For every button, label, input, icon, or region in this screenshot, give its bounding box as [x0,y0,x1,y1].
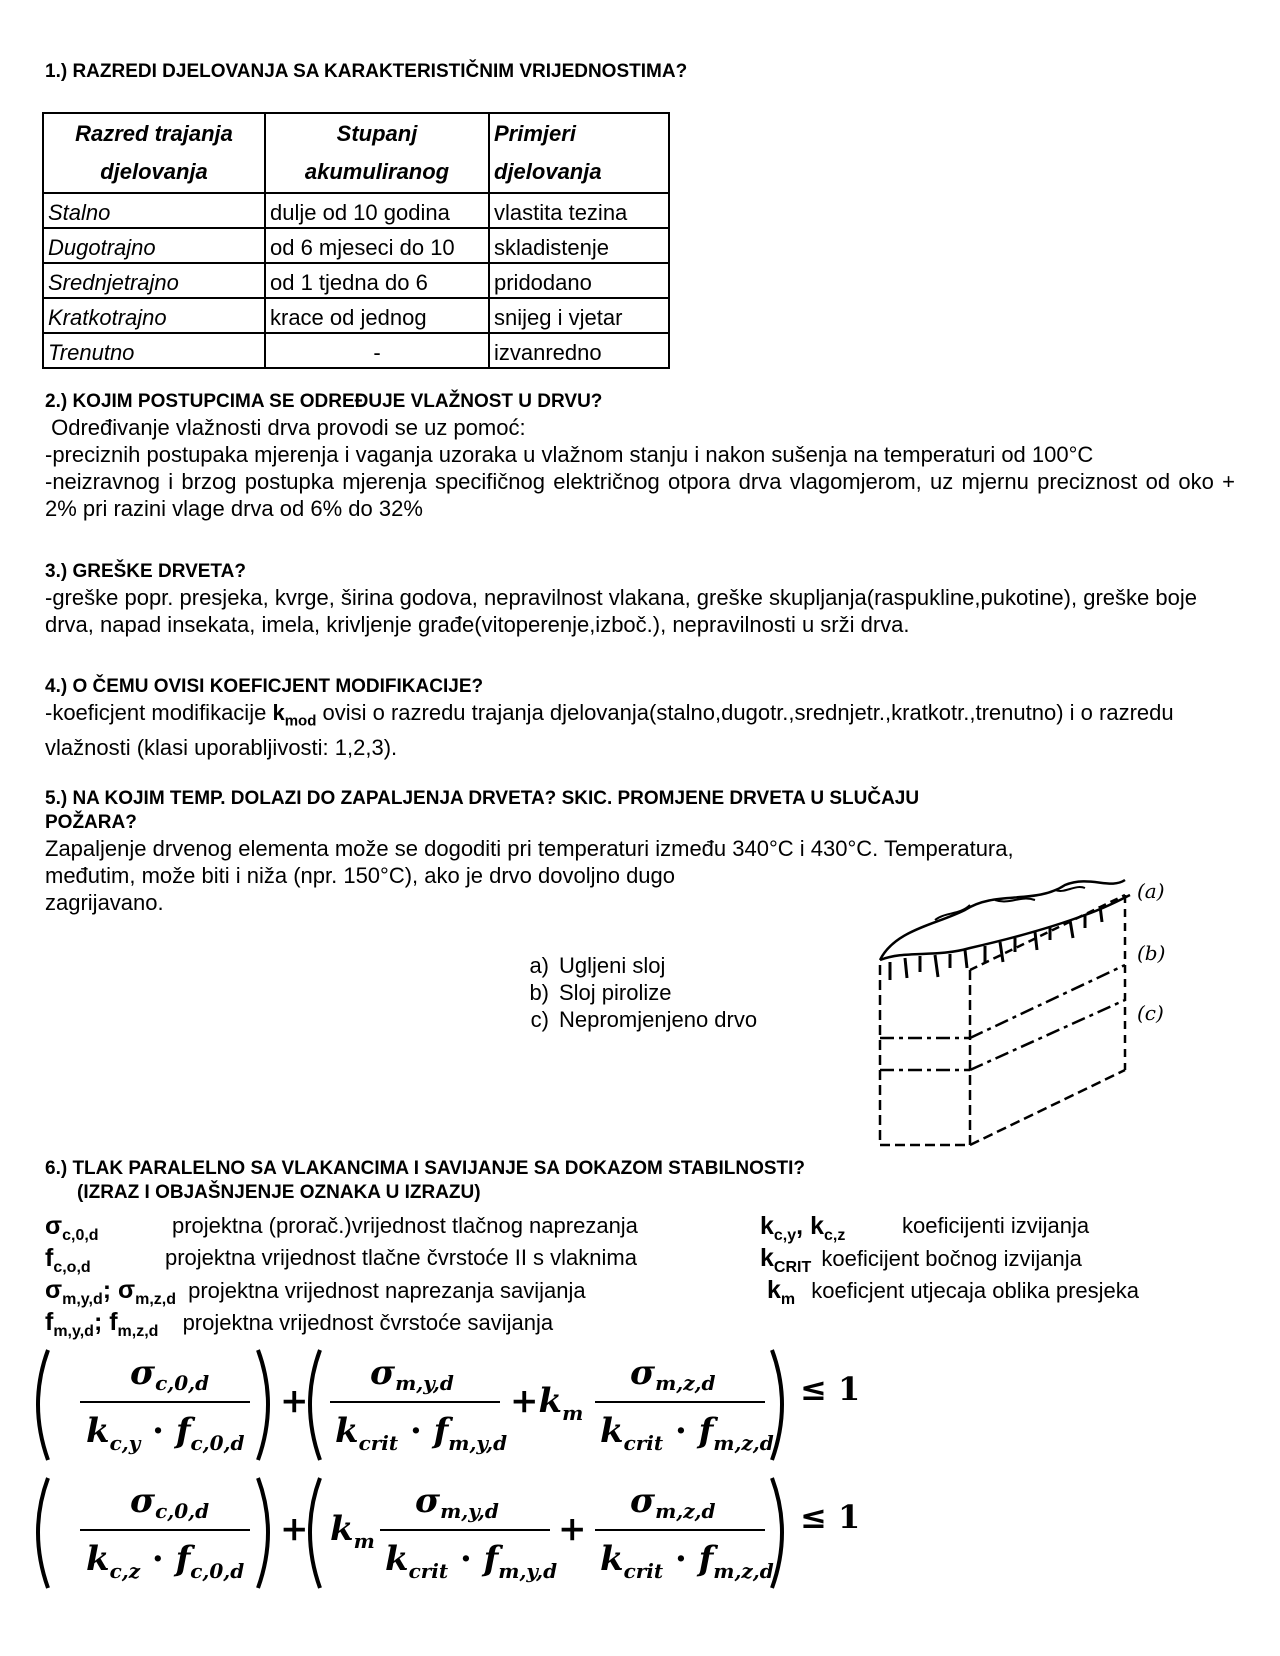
table-cell: Kratkotrajno [43,298,265,333]
table-cell: od 6 mjeseci do 10 [265,228,489,263]
q4-text: -koeficjent modifikacije $k_{mod}$ ovisi o razredu trajanja djelovanja(stalno,dugotr.,srednjetr.,kratkotr.,trenutno) i o razredu vlažnosti (klasi uporabljivosti: 1,2,3). [45,700,1180,761]
table-header-cell: Razred trajanja djelovanja [43,113,265,193]
q5-line: Zapaljenje drvenog elementa može se dogoditi pri temperaturi između 340°C i 430°C. Temperatura, [45,836,1014,861]
svg-text:kc,z · fc,0,d: $k_{c,z} \cdot f_{c,0,d}$ [86,1539,245,1583]
table-cell: snijeg i vjetar [489,298,669,333]
table-row [43,193,669,228]
def-row: $k_m$ koeficjent utjecaja oblika presjeka [767,1276,1140,1308]
q3-section [45,560,1235,638]
table-cell: izvanredno [489,333,669,368]
q3-text: -greške popr. presjeka, kvrge, širina godova, nepravilnost vlakana, greške skupljanja(raspukline,pukotine), greške boje drva, napad insekata, imela, krivljenje građe(vitoperenje,izboč.), nepravilnosti u srži drva. [45,585,1197,637]
stability-formula-1 [30,1342,930,1467]
q2-line: -neizravnog i brzog postupka mjerenja specifičnog električnog otpora drva vlagomjerom, uz mjernu preciznost od oko + 2% pri razini vlage drva od 6% do 32% [45,469,1235,521]
table-cell: dulje od 10 godina [265,193,489,228]
fig-label-b: (b) [1137,941,1166,965]
q2-heading: 2.) KOJIM POSTUPCIMA SE ODREĐUJE VLAŽNOST U DRVU? [45,391,603,412]
q6-heading-cont: (IZRAZ I OBJAŠNJENJE OZNAKA U IZRAZU) [77,1182,481,1203]
q3-heading: 3.) GREŠKE DRVETA? [45,561,246,582]
svg-text:σc,0,d: σc,0,d [130,1353,210,1395]
q2-line: -preciznih postupaka mjerenja i vaganja uzoraka u vlažnom stanju i nakon sušenja na temperaturi od 100°C [45,442,1094,467]
q1-heading: 1.) RAZREDI DJELOVANJA SA KARAKTERISTIČNIM VRIJEDNOSTIMA? [45,61,688,82]
def-row: $f_{c,o,d}$ projektna vrijednost tlačne čvrstoće II s vlaknima [45,1244,637,1276]
svg-text:≤ 1: ≤ 1 [800,1370,861,1408]
table-header-row [43,113,669,193]
charred-timber-sketch [875,870,1195,1150]
table-cell: vlastita tezina [489,193,669,228]
svg-text:kcrit · fm,y,d: $k_{crit} \cdot f_{m,y,d}$ [335,1411,508,1455]
table-header-cell: Primjeri djelovanja [489,113,669,193]
q2-section [45,390,1235,522]
q6-heading: 6.) TLAK PARALELNO SA VLAKANCIMA I SAVIJANJE SA DOKAZOM STABILNOSTI? [45,1158,806,1179]
table-cell: - [265,333,489,368]
svg-text:+: + [558,1509,587,1549]
q5-heading-cont: POŽARA? [45,812,137,833]
svg-text:≤ 1: ≤ 1 [800,1498,861,1536]
q6-section [45,1157,1235,1205]
q5-heading: 5.) NA KOJIM TEMP. DOLAZI DO ZAPALJENJA DRVETA? SKIC. PROMJENE DRVETA U SLUČAJU [45,788,920,809]
list-item: b) Sloj pirolize [529,980,672,1005]
fig-label-a: (a) [1137,879,1165,903]
svg-text:kc,y · fc,0,d: $k_{c,y} \cdot f_{c,0,d}$ [86,1411,245,1455]
svg-text:σm,z,d: σm,z,d [630,1481,716,1523]
table-cell: Stalno [43,193,265,228]
svg-text:km: $k_m$ [330,1509,375,1553]
def-row: $\sigma_{c,0,d}$ projektna (prorač.)vrijednost tlačnog naprezanja [45,1212,638,1244]
list-item: a) Ugljeni sloj [529,953,666,978]
table-cell: od 1 tjedna do 6 [265,263,489,298]
table-row [43,228,669,263]
kmod-symbol: $k_{mod}$ [272,700,317,730]
svg-text:σm,z,d: σm,z,d [630,1353,716,1395]
list-item: c) Nepromjenjeno drvo [530,1007,758,1032]
table-row [43,263,669,298]
table-header-cell: Stupanj akumuliranog [265,113,489,193]
q5-line: zagrijavano. [45,890,164,915]
table-cell: Srednjetrajno [43,263,265,298]
q2-line: Određivanje vlažnosti drva provodi se uz pomoć: [45,415,526,440]
table-cell: Trenutno [43,333,265,368]
stability-formula-2 [30,1470,930,1595]
def-row: $k_{c,y}$, $k_{c,z}$ koeficijenti izvijanja [760,1212,1090,1244]
table-row [43,333,669,368]
svg-text:kcrit · fm,z,d: $k_{crit} \cdot f_{m,z,d}$ [600,1411,774,1455]
def-row: $k_{CRIT}$ koeficijent bočnog izvijanja [760,1244,1082,1276]
table-row [43,298,669,333]
def-row: $\sigma_{m,y,d}$; $\sigma_{m,z,d}$ projektna vrijednost naprezanja savijanja [45,1276,586,1308]
table-cell: krace od jednog [265,298,489,333]
def-row: $f_{m,y,d}$; $f_{m,z,d}$ projektna vrijednost čvrstoće savijanja [45,1308,554,1340]
q4-section [45,675,1235,761]
svg-text:kcrit · fm,z,d: $k_{crit} \cdot f_{m,z,d}$ [600,1539,774,1583]
svg-text:kcrit · fm,y,d: $k_{crit} \cdot f_{m,y,d}$ [385,1539,558,1583]
load-duration-table [42,112,670,369]
svg-text:+: + [280,1509,309,1549]
char-layer-legend [515,952,757,1033]
table-cell: skladistenje [489,228,669,263]
fig-label-c: (c) [1137,1001,1164,1025]
svg-text:+: + [280,1381,309,1421]
svg-text:+km: $+k_m$ [510,1381,584,1425]
svg-text:σc,0,d: σc,0,d [130,1481,210,1523]
table-cell: pridodano [489,263,669,298]
svg-text:σm,y,d: σm,y,d [370,1353,454,1395]
svg-text:σm,y,d: σm,y,d [415,1481,499,1523]
table-cell: Dugotrajno [43,228,265,263]
q4-heading: 4.) O ČEMU OVISI KOEFICJENT MODIFIKACIJE? [45,676,484,697]
q5-line: međutim, može biti i niža (npr. 150°C), ako je drvo dovoljno dugo [45,863,676,888]
